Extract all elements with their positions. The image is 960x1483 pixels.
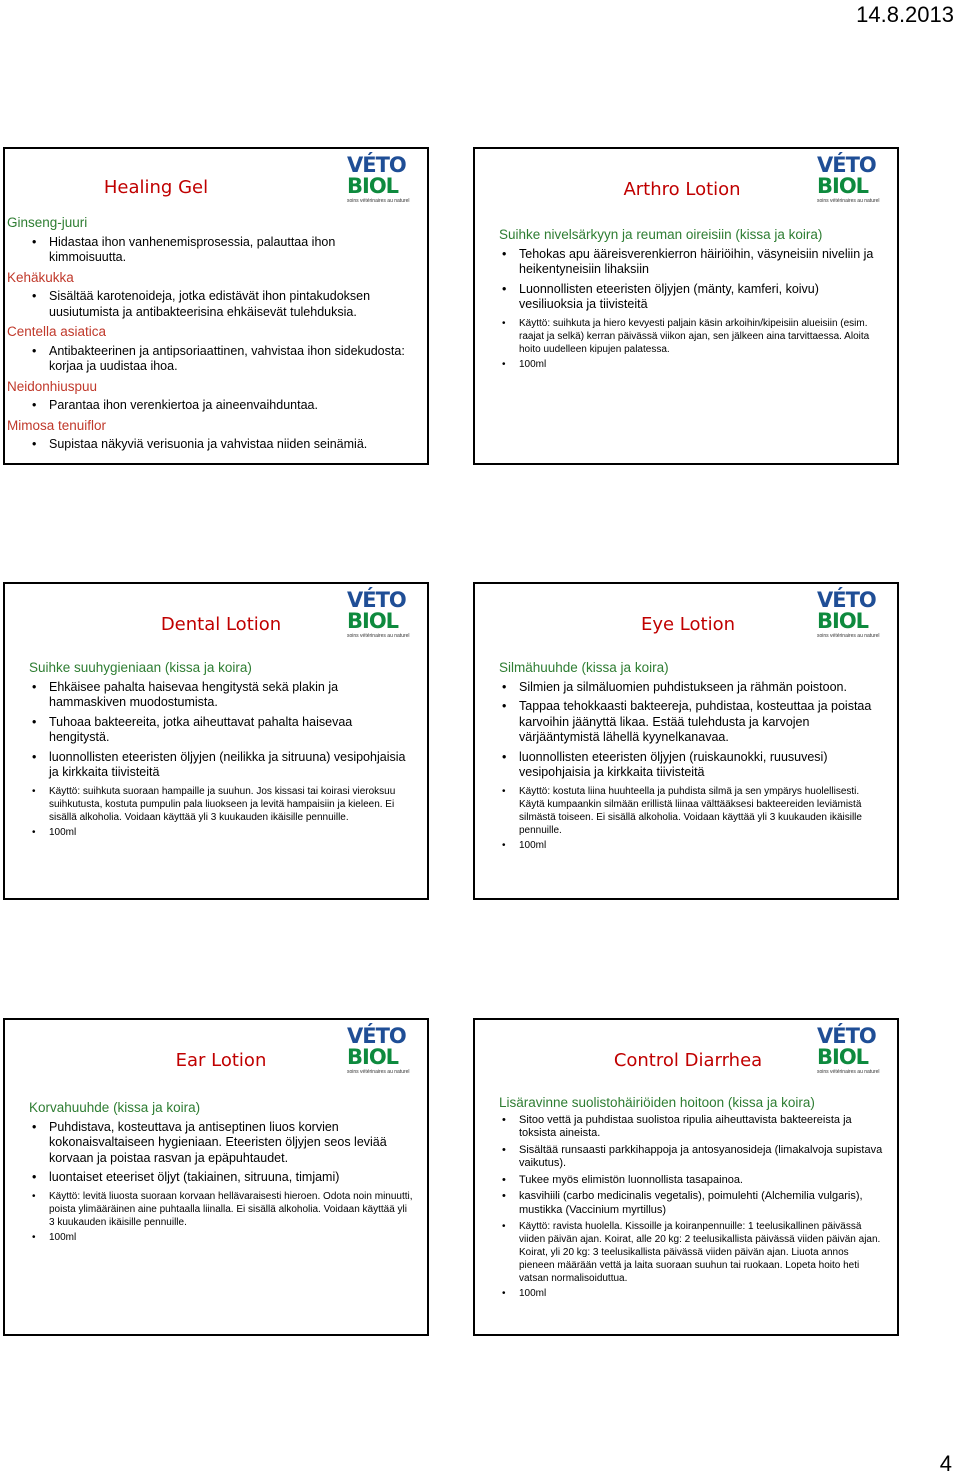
list-item: • Sisältää runsaasti parkkihappoja ja antosyanosideja (limakalvoja supistava vaikutus). (499, 1144, 883, 1171)
vetobiol-logo: VÉTO BIOL soins vétérinaires au naturel (347, 1024, 410, 1075)
list-item: • Parantaa ihon verenkiertoa ja aineenvaihduntaa. (29, 398, 413, 414)
list-item: • Silmien ja silmäluomien puhdistukseen ja rähmän poistoon. (499, 680, 883, 696)
list-item: • Antibakteerinen ja antipsoriaattinen, vahvistaa ihon sidekudosta: korjaa ja uudistaa ihoa. (29, 344, 413, 375)
list-item: • Käyttö: ravista huolella. Kissoille ja koiranpennuille: 1 teelusikallinen päivässä viiden päivän ajan. Koirat, alle 20 kg: 2 teelusikallista päivässä viiden päivän ajan. Koirat, yli 20 kg: 3 teelusikallista päivässä viiden päivän ajan. Liuota annos pieneen määrään vettä ja laita suoraan suuhun tai ruokaan. Lopeta hoito heti vatsan normalisoiduttua. (499, 1220, 883, 1285)
list-item: • Hidastaa ihon vanhenemisprosessia, palauttaa ihon kimmoisuutta. (29, 235, 413, 266)
list-item: • Tappaa tehokkaasti bakteereja, puhdistaa, kosteuttaa ja poistaa karvoihin jäänyttä likaa. Estää tulehdusta ja karvojen värjääntymistä lähellä kyynelkanavaa. (499, 699, 883, 746)
list-item: • 100ml (499, 1287, 883, 1300)
slide-body (29, 658, 413, 843)
list-item: • Supistaa näkyviä verisuonia ja vahvistaa niiden seinämiä. (29, 437, 413, 453)
list-item: • luonnollisten eteeristen öljyjen (neilikka ja sitruuna) vesipohjaisia ja kirkkaita tiivisteitä (29, 750, 413, 781)
list-item: • Käyttö: levitä liuosta suoraan korvaan hellävaraisesti hieroen. Odota noin minuutti, poista ylimääräinen aine puhtaalla liinalla. Ei sisällä alkoholia. Voidaan käyttää yli 3 kuukauden ikäisille pennuille. (29, 1190, 413, 1229)
list-item: • 100ml (29, 826, 413, 839)
slide-title: Dental Lotion (160, 614, 282, 635)
list-item: • Puhdistava, kosteuttava ja antiseptinen liuos korvien kokonaisvaltaiseen hygieniaan. Eteeristen öljyjen seos leviää korvaan ja poistaa rasvan ja epäpuhtaudet. (29, 1120, 413, 1167)
list-item: • Tuhoaa bakteereita, jotka aiheuttavat pahalta haisevaa hengitystä. (29, 715, 413, 746)
section-heading: Silmähuuhde (kissa ja koira) (499, 660, 669, 675)
vetobiol-logo: VÉTO BIOL soins vétérinaires au naturel (817, 1024, 880, 1075)
list-item: • Ehkäisee pahalta haisevaa hengitystä sekä plakin ja hammaskiven muodostumista. (29, 680, 413, 711)
slide-body (7, 213, 413, 457)
section-heading: Lisäravinne suolistohäiriöiden hoitoon (kissa ja koira) (499, 1095, 815, 1110)
vetobiol-logo: VÉTO BIOL soins vétérinaires au naturel (817, 153, 880, 204)
slide-dental-lotion (3, 582, 429, 900)
slide-body (499, 1094, 883, 1304)
section-heading: Mimosa tenuiflor (7, 417, 107, 433)
slide-title: Eye Lotion (640, 614, 736, 635)
list-item: • luonnollisten eteeristen öljyjen (ruiskaunokki, ruusuvesi) vesipohjaisia ja kirkkaita tiivisteitä (499, 750, 883, 781)
list-item: • 100ml (499, 839, 883, 852)
slide-control-diarrhea (473, 1018, 899, 1336)
section-heading: Kehäkukka (7, 269, 74, 285)
list-item: • Käyttö: suihkuta suoraan hampaille ja suuhun. Jos kissasi tai koirasi vieroksuu suihkutusta, kostuta pumpulin pala liuokseen ja levitä hampaisiin ja kieleen. Ei sisällä alkoholia. Voidaan käyttää yli 3 kuukauden ikäisille pennuille. (29, 785, 413, 824)
list-item: • Tehokas apu ääreisverenkierron häiriöihin, väsyneisiin niveliin ja heikentyneisiin lihaksiin (499, 247, 883, 278)
slide-healing-gel (3, 147, 429, 465)
page-number: 4 (939, 1451, 952, 1476)
list-item: • Sisältää karotenoideja, jotka edistävät ihon pintakudoksen uusiutumista ja antibakteerisina ehkäisevät tulehduksia. (29, 289, 413, 320)
section-heading: Suihke nivelsärkyyn ja reuman oireisiin (kissa ja koira) (499, 227, 823, 242)
slide-body (499, 225, 883, 375)
section-heading: Neidonhiuspuu (7, 378, 98, 394)
slide-ear-lotion (3, 1018, 429, 1336)
list-item: • Käyttö: kostuta liina huuhteella ja puhdista silmä ja sen ympärys huolellisesti. Käytä kumpaankin silmään erillistä liinaa välttääksesi bakteereiden leviämistä silmästä toiseen. Ei sisällä alkoholia. Voidaan käyttää yli 3 kuukauden ikäisille pennuille. (499, 785, 883, 837)
list-item: • Sitoo vettä ja puhdistaa suolistoa ripulia aiheuttavista bakteereista ja toksista aineista. (499, 1114, 883, 1141)
list-item: • luontaiset eteeriset öljyt (takiainen, sitruuna, timjami) (29, 1170, 413, 1186)
list-item: • kasvihiili (carbo medicinalis vegetalis), poimulehti (Alchemilia vulgaris), mustikka (Vaccinium myrtillus) (499, 1190, 883, 1217)
list-item: • 100ml (499, 358, 883, 371)
slide-eye-lotion (473, 582, 899, 900)
slide-title: Control Diarrhea (613, 1050, 763, 1071)
section-heading: Centella asiatica (7, 324, 107, 339)
list-item: • Käyttö: suihkuta ja hiero kevyesti paljain käsin arkoihin/kipeisiin alueisiin (esim. raajat ja selkä) kerran päivässä viikon ajan, sen jälkeen aina tarvittaessa. Aloita hoito uudelleen kipujen palatessa. (499, 317, 883, 356)
list-item: • 100ml (29, 1231, 413, 1244)
slide-body (29, 1098, 413, 1248)
slide-title: Arthro Lotion (623, 179, 741, 200)
list-item: • Tukee myös elimistön luonnollista tasapainoa. (499, 1174, 883, 1188)
slide-body (499, 658, 883, 856)
section-heading: Korvahuuhde (kissa ja koira) (29, 1100, 201, 1115)
slide-title: Ear Lotion (175, 1050, 267, 1071)
vetobiol-logo: VÉTO BIOL soins vétérinaires au naturel (347, 588, 410, 639)
page-date: 14.8.2013 (856, 2, 954, 27)
slide-title: Healing Gel (103, 177, 209, 198)
vetobiol-logo: VÉTO BIOL soins vétérinaires au naturel (817, 588, 880, 639)
slide-arthro-lotion (473, 147, 899, 465)
list-item: • Luonnollisten eteeristen öljyjen (mänty, kamferi, koivu) vesiliuoksia ja tiivisteitä (499, 282, 883, 313)
section-heading: Suihke suuhygieniaan (kissa ja koira) (29, 660, 252, 675)
vetobiol-logo: VÉTO BIOL soins vétérinaires au naturel (347, 153, 410, 204)
section-heading: Ginseng-juuri (7, 215, 88, 230)
